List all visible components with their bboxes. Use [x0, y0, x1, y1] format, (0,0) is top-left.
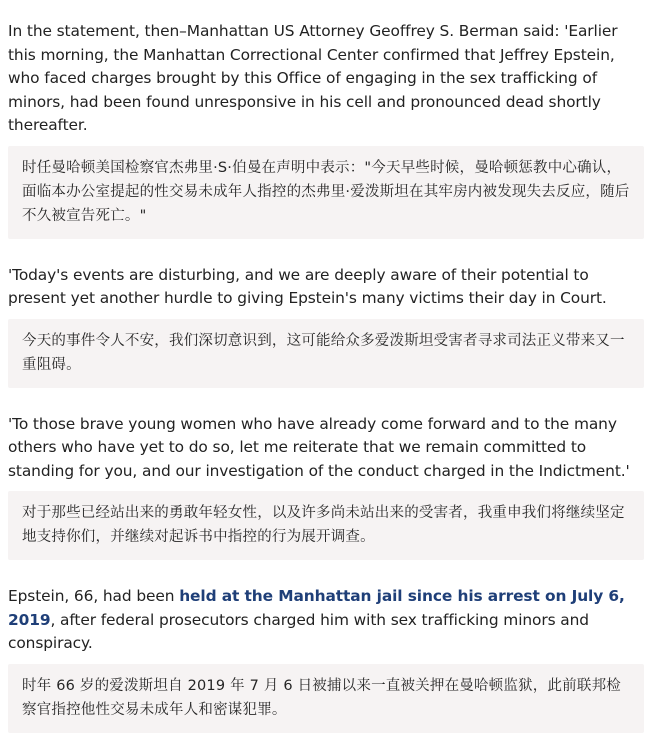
spacer	[8, 560, 644, 585]
chinese-translation: 时年 66 岁的爱泼斯坦自 2019 年 7 月 6 日被捕以来一直被关押在曼哈顿监狱，此前联邦检察官指控他性交易未成年人和密谋犯罪。	[8, 664, 644, 733]
chinese-translation: 时任曼哈顿美国检察官杰弗里·S·伯曼在声明中表示："今天早些时候，曼哈顿惩教中心确认，面临本办公室提起的性交易未成年人指控的杰弗里·爱泼斯坦在其牢房内被发现失去反应，随后不久被宣告死亡。"	[8, 146, 644, 239]
paragraph-text-after-link: , after federal prosecutors charged him with sex trafficking minors and conspiracy.	[8, 610, 589, 652]
english-paragraph: 'Today's events are disturbing, and we are deeply aware of their potential to present yet another hurdle to giving Epstein's many victims their day in Court.	[8, 265, 607, 307]
chinese-translation: 对于那些已经站出来的勇敢年轻女性，以及许多尚未站出来的受害者，我重申我们将继续坚定地支持你们，并继续对起诉书中指控的行为展开调查。	[8, 491, 644, 560]
paragraph-text-before-link: Epstein, 66, had been	[8, 587, 180, 605]
english-paragraph: 'To those brave young women who have already come forward and to the many others who have yet to do so, let me reiterate that we remain committed to standing for you, and our investigation of the conduct charged in the Indictment.'	[8, 414, 630, 480]
english-paragraph: In the statement, then–Manhattan US Attorney Geoffrey S. Berman said: 'Earlier this morning, the Manhattan Correctional Center confirmed that Jeffrey Epstein, who faced charges brought by this Office of engaging in the sex trafficking of minors, had been found unresponsive in his cell and pronounced dead shortly thereafter.	[8, 22, 618, 134]
spacer	[8, 388, 644, 413]
article-link[interactable]: held at the Manhattan jail since his arrest on July 6, 2019	[8, 587, 625, 629]
spacer	[8, 239, 644, 264]
english-paragraph	[8, 585, 644, 656]
chinese-translation: 今天的事件令人不安，我们深切意识到，这可能给众多爱泼斯坦受害者寻求司法正义带来又一重阻碍。	[8, 319, 644, 388]
